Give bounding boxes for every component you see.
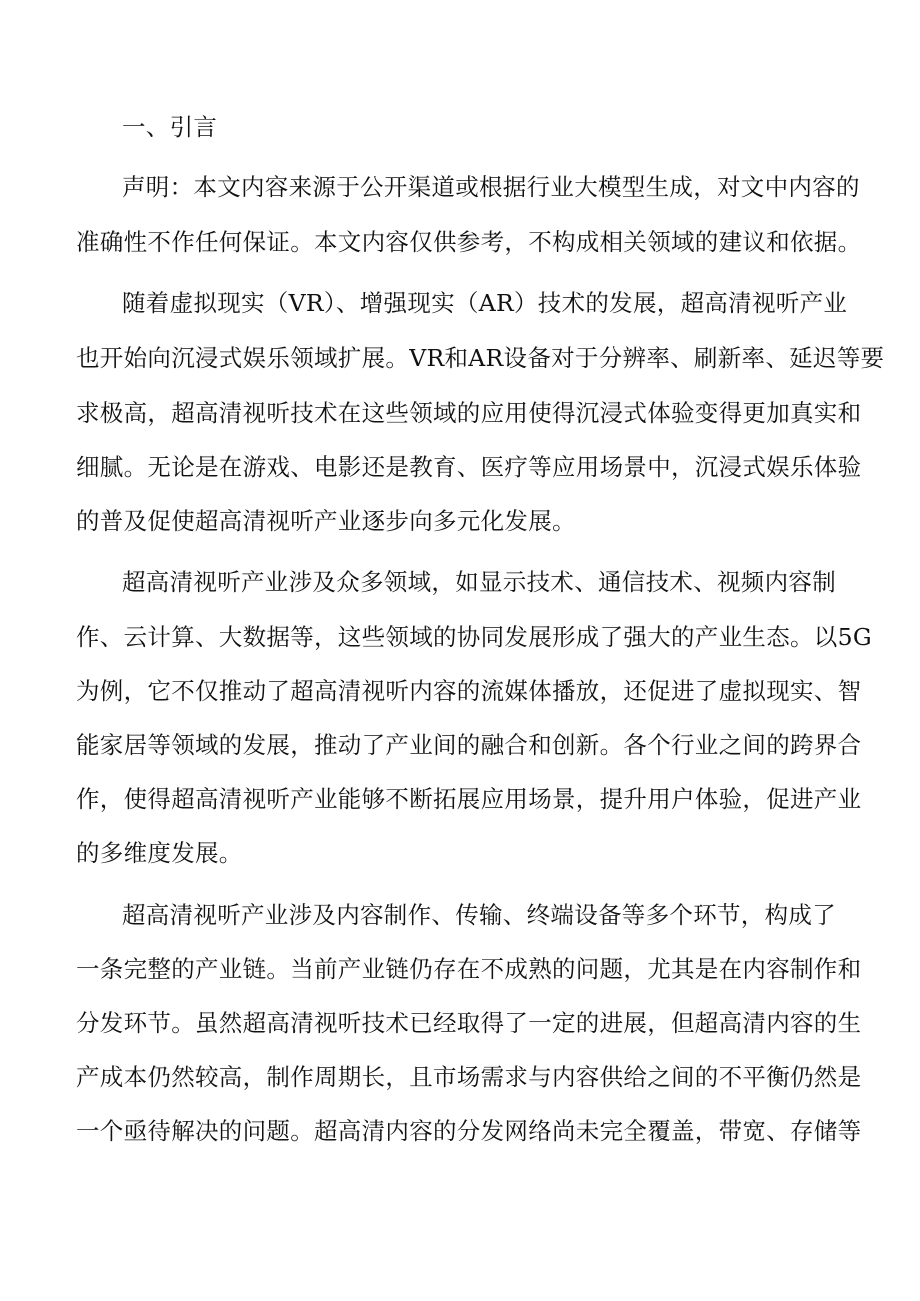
- paragraph-line: 声明：本文内容来源于公开渠道或根据行业大模型生成，对文中内容的: [122, 173, 860, 201]
- paragraph-line: 的多维度发展。: [76, 839, 243, 867]
- paragraph-line: 求极高，超高清视听技术在这些领域的应用使得沉浸式体验变得更加真实和: [76, 399, 862, 427]
- section-heading: 一、引言: [122, 113, 218, 141]
- paragraph-line: 产成本仍然较高，制作周期长，且市场需求与内容供给之间的不平衡仍然是: [76, 1063, 862, 1091]
- paragraph-line: 超高清视听产业涉及内容制作、传输、终端设备等多个环节，构成了: [122, 901, 836, 929]
- paragraph-line: 准确性不作任何保证。本文内容仅供参考，不构成相关领域的建议和依据。: [76, 228, 862, 256]
- paragraph-line: 也开始向沉浸式娱乐领域扩展。VR和AR设备对于分辨率、刷新率、延迟等要: [76, 344, 885, 372]
- paragraph-line: 分发环节。虽然超高清视听技术已经取得了一定的进展，但超高清内容的生: [76, 1009, 862, 1037]
- paragraph-line: 作，使得超高清视听产业能够不断拓展应用场景，提升用户体验，促进产业: [76, 785, 862, 813]
- paragraph-line: 超高清视听产业涉及众多领域，如显示技术、通信技术、视频内容制: [122, 568, 836, 596]
- paragraph-line: 一个亟待解决的问题。超高清内容的分发网络尚未完全覆盖，带宽、存储等: [76, 1117, 862, 1145]
- paragraph-line: 一条完整的产业链。当前产业链仍存在不成熟的问题，尤其是在内容制作和: [76, 955, 862, 983]
- paragraph-line: 随着虚拟现实（VR）、增强现实（AR）技术的发展，超高清视听产业: [122, 289, 848, 317]
- paragraph-line: 的普及促使超高清视听产业逐步向多元化发展。: [76, 507, 576, 535]
- paragraph-line: 细腻。无论是在游戏、电影还是教育、医疗等应用场景中，沉浸式娱乐体验: [76, 453, 862, 481]
- paragraph-line: 能家居等领域的发展，推动了产业间的融合和创新。各个行业之间的跨界合: [76, 731, 862, 759]
- paragraph-line: 为例，它不仅推动了超高清视听内容的流媒体播放，还促进了虚拟现实、智: [76, 677, 862, 705]
- paragraph-line: 作、云计算、大数据等，这些领域的协同发展形成了强大的产业生态。以5G: [76, 623, 872, 651]
